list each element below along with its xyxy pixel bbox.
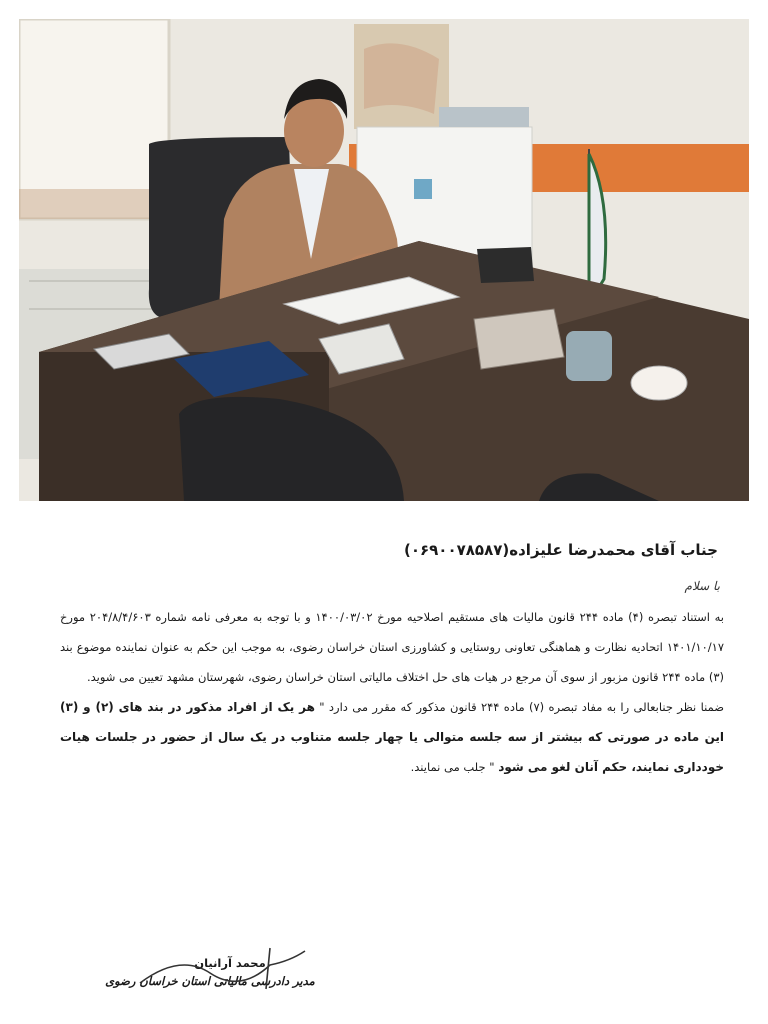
- letter-body-paragraph: به استناد تبصره (۴) ماده ۲۴۴ قانون مالیات های مستقیم اصلاحیه مورخ ۱۴۰۰/۰۳/۰۲ و با توجه به معرفی نامه شماره ۲۰۴/۸/۴/۶۰۳ مورخ ۱۴۰۱/۱۰/۱۷ اتحادیه نظارت و هماهنگی تعاونی روستایی و کشاورزی استان خراسان رضوی، به موجب این حکم به عنوان نماینده موضوع بند (۳) ماده ۲۴۴ قانون مزبور از سوی آن مرجع در هیات های حل اختلاف مالیاتی استان خراسان رضوی، شهرستان مشهد تعیین می شوید.: [60, 610, 724, 684]
- addressee-line: جناب آقای محمدرضا علیزاده(۰۶۹۰۰۷۸۵۸۷): [403, 541, 718, 559]
- appointment-letter: [60, 538, 724, 782]
- greeting: با سلام: [684, 579, 720, 593]
- note-prefix: ضمنا نظر جنابعالی را به مفاد تبصره (۷) ماده ۲۴۴ قانون مذکور که مقرر می دارد ": [314, 700, 724, 714]
- signatory-title: مدیر دادرسی مالیاتی استان خراسان رضوی: [105, 974, 315, 988]
- letter-note-paragraph: [60, 692, 724, 782]
- office-scene-image: [19, 19, 749, 501]
- office-photo: [19, 19, 749, 501]
- signatory-name: محمد آرانیان: [194, 956, 266, 970]
- note-suffix: " جلب می نمایند.: [410, 760, 499, 774]
- signature-block: [90, 955, 330, 989]
- note-bold-quote: هر یک از افراد مذکور در بند های (۲) و (۳) این ماده در صورتی که بیشتر از سه جلسه متوالی یا چهار جلسه متناوب در یک سال از حضور در جلسات هیات خودداری نمایند، حکم آنان لغو می شود: [60, 700, 724, 774]
